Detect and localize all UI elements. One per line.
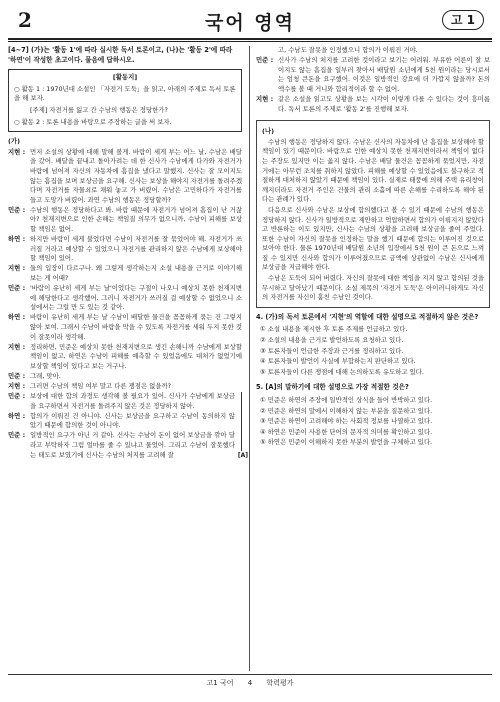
speaker: 지현 : [8, 264, 26, 273]
dialogue-turn [256, 95, 490, 114]
exam-page [8, 6, 492, 696]
left-column [8, 46, 248, 461]
dialogue-turn [8, 343, 242, 372]
utterance: 수남의 행동은 정당하다고 봐. 바람 때문에 자전거가 넘어져 흠집이 난 거잖아? 천재지변으로 인한 손해는 책임질 의무가 없으니까, 수남이 피해를 보상할 책임은 없어. [30, 205, 242, 233]
dialogue-turn [8, 392, 235, 411]
essay-paragraph: 수남의 행동은 정당하지 않다. 수남은 신사의 자동차에 난 흠집을 보상해야 할 책임이 있기 때문이다. 바람으로 인한 예상치 못한 천재지변이라서 책임이 없다는 주장도 있지만 이는 옳지 않다. 수남은 배달 물건은 꼼꼼하게 묶었지만, 자전거에는 아무런 조치를 취하지 않았다. 피해를 예상할 수 있었음에도 불구하고 적절하게 대처하지 않았기 때문에 책임이 있다. 실제로 태풍에 의해 주택 유리창이 깨지더라도 자전거 주인은 건물의 관리 소홀에 따른 손해를 수리하도록 해야 된다는 관례가 있다. [262, 137, 484, 204]
choice-option[interactable]: ④ 토론자들이 발언이 사실에 부합하는지 판단하고 있다. [260, 357, 416, 366]
dialogue-turn [8, 431, 235, 460]
choice-option[interactable]: ② 소설의 내용을 근거로 발언하도록 요청하고 있다. [260, 336, 404, 345]
dialogue-turn [256, 56, 490, 94]
page-footer [8, 678, 492, 688]
utterance: 그러면 수남의 책임 여부 말고 다른 쟁점은 없을까? [30, 382, 172, 390]
speaker: 지현 : [8, 342, 26, 351]
speaker: 하연 : [8, 235, 26, 244]
utterance: 신사가 수남의 처지를 고려한 것이라고 보기는 어려워. 부유한 어른이 잘 보이지도 않는 흠집을 일부러 찾아서 배달원 소년에게 5천 원이라는 당시로서는 엄청 큰돈을 요구했어. 이것은 일방적인 강요에 더 가깝지 않을까? 돈의 액수를 볼 때 거니와 합리적이라 할 수 없어. [278, 56, 490, 93]
discussion-dialogue [8, 148, 242, 392]
section-ga-label: (가) [8, 137, 21, 146]
utterance: 고, 수남도 잘못을 인정했으니 합의가 이뤄진 거야. [278, 46, 418, 54]
speaker: 지현 : [8, 147, 26, 156]
column-divider [249, 46, 250, 671]
activity-1: ○ 활동 1 : 1970년대 소설인 「자전거 도둑」을 읽고, 아래의 주제로 독서 토론을 해 보자. [14, 84, 236, 103]
choice-option[interactable]: ③ 민준은 하연이 고려해야 하는 사회적 정보를 나열하고 있다. [260, 417, 433, 426]
question-4 [256, 313, 490, 378]
speaker: 민준 : [8, 284, 26, 293]
page-number: 2 [18, 8, 32, 32]
dialogue-turn [8, 412, 235, 431]
utterance: 일방적인 요구가 아닌 거 같아. 신사는 수남이 돈이 없어 보상금을 깎아 달라고 부탁하자 그럼 얼마를 줄 수 있냐고 물었어. 그리고 수남이 잘못했다는 태도로 보였기에 신사는 수남의 처지를 고려해 잘 [30, 431, 235, 459]
speaker: 민준 : [8, 371, 26, 380]
bracket-a-label: [A] [237, 451, 248, 459]
footer-page: 4 [247, 679, 253, 687]
essay-paragraph: 다음으로 신사와 수남은 보상에 합의했다고 볼 수 있기 때문에 수남의 행동은 정당하지 않다. 신사가 일방적으로 제안하고 억압하면서 합의가 이뤄지지 않았다고 반론하는 이도 있지만, 신사는 수남의 상황을 고려해 보상금을 줄여 주었다. 또한 수남이 자신의 잘못을 인정하는 말을 했기 때문에 합의는 이루어진 것으로 보아야 한다. 물론 1970년대 배달원 소년의 입장에서 5천 원이 큰 돈으로 느껴질 수 있지만 신사와 합의가 이루어졌으므로 금액에 상관없이 수남은 신사에게 보상금을 지급해야 한다. [262, 205, 485, 272]
footer-rule [8, 674, 492, 675]
dialogue-turn [8, 148, 242, 206]
speaker: 민준 : [8, 205, 26, 214]
question-instruction: [4~7] (가)는 '활동 1'에 따라 실시한 독서 토론이고, (나)는 '활동 2'에 따라 '하연'이 작성한 초고이다. 물음에 답하시오. [8, 46, 233, 64]
dialogue-turn [8, 313, 242, 342]
choice-option[interactable]: ② 민준은 하연의 말에서 이해하지 않는 부분을 질문하고 있다. [260, 406, 433, 415]
section-na-label: (나) [262, 127, 275, 136]
dialogue-turn [8, 382, 242, 392]
activity-2: ○ 활동 2 : 토론 내용을 바탕으로 주장하는 글을 써 보자. [14, 117, 172, 126]
speaker: 지현 : [8, 382, 26, 390]
discussion-topic: [주제] 자전거를 잃고 간 수남의 행동은 정당한가? [30, 105, 168, 114]
utterance: 그래, 맞아. [30, 371, 61, 380]
utterance: 정리하면, 민준은 예상치 못한 천재지변으로 생긴 손해니까 수남에게 보상할 책임이 없고, 하연은 수남이 피해를 예측할 수 있었음에도 대처가 없었기에 보상할 책임이 있다고 보는 거구나. [30, 342, 242, 370]
page-header [8, 6, 492, 42]
utterance: 둘의 입장이 다르구나. 왜 그렇게 생각하는지 소설 내용을 근거로 이야기해 보는 게 어때? [30, 264, 242, 282]
page-title: 국어 영역 [204, 12, 296, 34]
footer-exam: 학력평가 [266, 679, 294, 687]
choice-option[interactable]: ⑤ 토론자들이 다른 쟁점에 대해 논의하도록 유도하고 있다. [260, 367, 424, 376]
footer-subject: 고1 국어 [206, 679, 234, 687]
speaker: 민준 : [8, 431, 26, 440]
activity-sheet [8, 69, 242, 132]
question-5-stem: 5. [A]의 말하기에 대한 설명으로 가장 적절한 것은? [256, 383, 409, 392]
utterance: 먼저 소설의 상황에 대해 말해 볼게. 바람이 세게 부는 어느 날, 수남은 배달을 갔어. 배달을 끝내고 돌아가려는 데 한 신사가 수남에게 다가와 자전거가 바람에 넘어져 자신의 자동차에 흠집을 냈다고 말했지. 신사는 잘 모이지도 않는 흠집을 보며 보상금을 요구해. 신사는 보상을 해야지 자전거를 돌려주겠다며 자전거를 자물쇠로 채워 놓고 가 버렸어. 수남은 고민하다가 자전거를 들고 도망가 버렸어. 과연 수남의 행동은 정당할까? [30, 147, 242, 204]
dialogue-turn [256, 46, 490, 56]
choice-option[interactable]: ③ 토론자들이 언급한 주장과 근거를 정리하고 있다. [260, 346, 404, 355]
speaker: 민준 : [8, 392, 26, 401]
utterance: 하지만 바람이 세게 불었다면 수남이 자전거를 잘 묶었어야 해. 자전거가 쓰러질 거라고 예상할 수 있었으니 자전거를 관리하지 않은 수남에게 보상해야 할 책임이 있어. [30, 235, 242, 263]
dialogue-turn [8, 235, 242, 264]
speaker: 하연 : [8, 411, 26, 420]
header-rule [8, 38, 492, 40]
speaker: 민준 : [256, 56, 274, 65]
choice-option[interactable]: ④ 하연은 민준이 사용한 단어의 문자적 의미를 확인하고 있다. [260, 427, 433, 436]
dialogue-turn [8, 372, 242, 382]
dialogue-turn [8, 264, 242, 283]
dialogue-turn [8, 206, 242, 235]
utterance: 보상에 대한 합의 과정도 생각해 볼 필요가 있어. 신사가 수남에게 보상금을 요구하면서 자전거를 돌려주지 않은 것은 정당하지 않아. [30, 392, 235, 410]
speaker [256, 46, 278, 56]
grade-badge: 고 1 [442, 10, 484, 30]
speaker: 지현 : [256, 94, 274, 103]
right-column [256, 46, 490, 449]
activity-title: [활동지] [112, 73, 138, 82]
utterance: 바람이 유난히 세게 부는 날 수남이 배달한 물건을 꼼꼼하게 묶는 건 그렇지 않아 보여. 그래서 수남이 바람을 막을 수 있도록 자전거를 세워 두지 못한 것이 잘못이라 생각해. [30, 313, 242, 341]
utterance: '바람이 유난히 세게 부는 날'이었다는 구절이 나오니 예상치 못한 천재지변에 해당한다고 생각했어. 그러니 자전거가 쓰러질 걸 예상할 수 없었으니 소설에서는 그럴 만 도 있는 것 같아. [30, 284, 242, 312]
utterance: 같은 소설을 읽고도 상황을 보는 시각이 이렇게 다를 수 있다는 것이 흥미롭다. 독서 토론의 주제로 '활동 2'를 진행해 보자. [278, 94, 490, 113]
header-rule-thin [8, 41, 492, 42]
speaker: 하연 : [8, 313, 26, 322]
bracket-a-section [8, 392, 248, 460]
essay-box [256, 120, 490, 308]
choice-option[interactable]: ⑤ 하연은 민준이 이해하지 못한 부분의 발언을 구체하고 있다. [260, 438, 433, 447]
choice-option[interactable]: ① 소설 내용을 제시한 후 토론 주제를 언급하고 있다. [260, 325, 408, 334]
question-5 [256, 383, 490, 448]
dialogue-turn [8, 284, 242, 313]
essay-paragraph: 수남은 도둑이 되어 버렸다. 자신의 잘못에 대한 책임을 지지 않고 합의된 것을 무시하고 달아났기 때문이다. 소설 제목의 '자전거 도둑'은 아이러니하게도 자신의 자전거를 자신이 훔친 수남인 것이다. [262, 274, 484, 302]
question-4-stem: 4. (가)의 독서 토론에서 '지현'의 역할에 대한 설명으로 적절하지 않은 것은? [256, 312, 479, 321]
utterance: 합의가 이뤄진 건 아니야. 신사는 보상금을 요구하고 수남이 동의하지 않았기 때문에 합의한 것이 아니야. [30, 411, 235, 430]
choice-option[interactable]: ① 민준은 하연의 주장에 일반적인 상식을 들어 반박하고 있다. [260, 396, 433, 404]
